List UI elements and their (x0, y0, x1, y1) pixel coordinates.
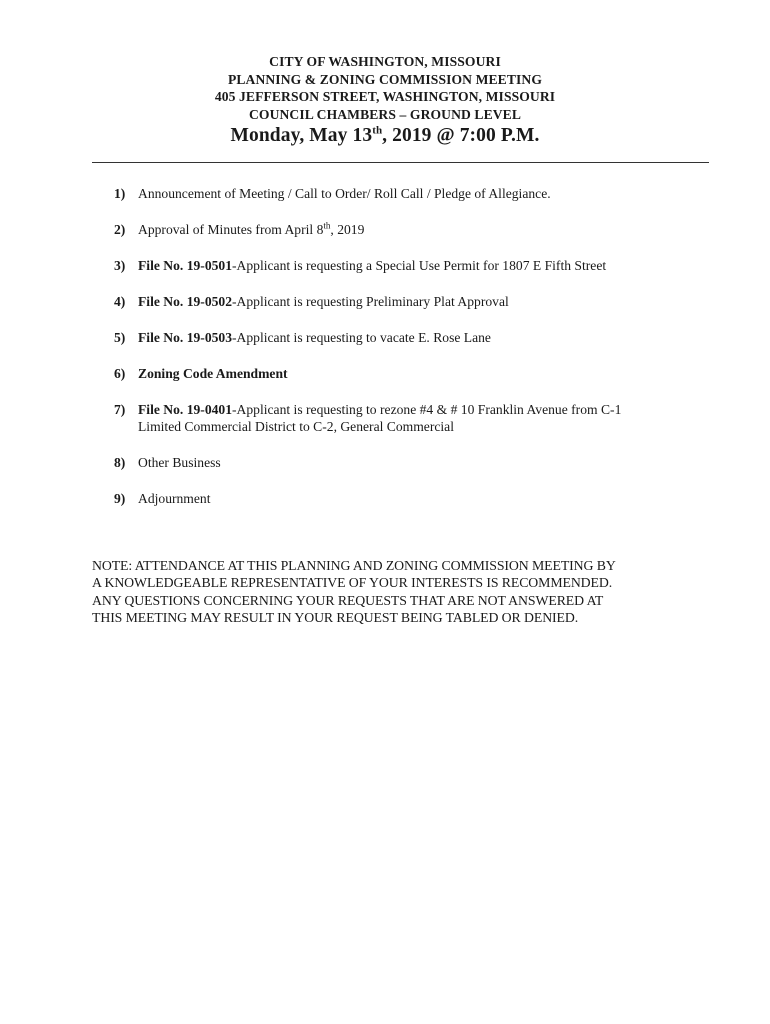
agenda-item-text: -Applicant is requesting to rezone #4 & # 10 Franklin Avenue from C-1 (232, 402, 622, 417)
note-line-4: THIS MEETING MAY RESULT IN YOUR REQUEST BEING TABLED OR DENIED. (92, 609, 579, 625)
agenda-item-2 (100, 221, 700, 238)
agenda-item-9 (100, 490, 700, 507)
agenda-item-3 (100, 257, 700, 274)
meeting-date-rest: , 2019 @ 7:00 P.M. (382, 125, 540, 146)
header-divider (92, 162, 709, 163)
agenda-item-4 (100, 293, 700, 310)
agenda-item-text: -Applicant is requesting to vacate E. Rose Lane (232, 330, 491, 345)
agenda-file-number: File No. 19-0503 (138, 330, 233, 345)
agenda-item-number: 3) (114, 258, 126, 273)
agenda-item-6 (100, 365, 700, 382)
agenda-item-text: Announcement of Meeting / Call to Order/ Roll Call / Pledge of Allegiance. (138, 186, 551, 201)
agenda-item-5 (100, 329, 700, 346)
agenda-item-8 (100, 454, 700, 471)
agenda-item-text: -Applicant is requesting a Special Use Permit for 1807 E Fifth Street (232, 258, 607, 273)
agenda-list (100, 185, 700, 526)
agenda-item-number: 9) (114, 491, 126, 506)
note-line-1: NOTE: ATTENDANCE AT THIS PLANNING AND ZONING COMMISSION MEETING BY (92, 558, 616, 573)
agenda-item-number: 7) (114, 402, 126, 417)
agenda-item-number: 4) (114, 294, 126, 309)
meeting-address: 405 JEFFERSON STREET, WASHINGTON, MISSOURI (214, 89, 556, 104)
agenda-item-number: 8) (114, 455, 126, 470)
meeting-title: PLANNING & ZONING COMMISSION MEETING (227, 71, 542, 87)
agenda-item-1 (100, 185, 700, 202)
note-line-3: ANY QUESTIONS CONCERNING YOUR REQUESTS THAT ARE NOT ANSWERED AT (92, 592, 604, 608)
meeting-date (0, 124, 770, 148)
attendance-note (92, 557, 692, 626)
agenda-item-text-after: , 2019 (330, 222, 365, 237)
agenda-item-number: 1) (114, 186, 126, 201)
meeting-room: COUNCIL CHAMBERS – GROUND LEVEL (249, 106, 521, 122)
agenda-file-number: File No. 19-0501 (138, 258, 233, 273)
agenda-item-text: Other Business (138, 455, 221, 470)
agenda-item-7 (100, 401, 700, 435)
document-header (0, 53, 770, 148)
agenda-item-number: 2) (114, 222, 126, 237)
note-line-2: A KNOWLEDGEABLE REPRESENTATIVE OF YOUR INTERESTS IS RECOMMENDED. (92, 575, 613, 591)
meeting-date-prefix: Monday, May 13 (230, 125, 373, 146)
agenda-file-number: File No. 19-0502 (138, 294, 233, 309)
agenda-item-number: 5) (114, 330, 126, 345)
agenda-item-text: Adjournment (138, 491, 211, 506)
agenda-item-number: 6) (114, 366, 126, 381)
agenda-item-heading: Zoning Code Amendment (138, 366, 288, 381)
agenda-item-text: Approval of Minutes from April 8 (138, 222, 324, 237)
city-title: CITY OF WASHINGTON, MISSOURI (269, 54, 501, 69)
agenda-item-text: -Applicant is requesting Preliminary Plat Approval (232, 294, 509, 309)
meeting-date-ordinal: th (372, 124, 383, 137)
agenda-file-number: File No. 19-0401 (138, 402, 233, 417)
agenda-item-text-line2: Limited Commercial District to C-2, General Commercial (138, 419, 454, 434)
agenda-item-ordinal: th (323, 220, 331, 231)
